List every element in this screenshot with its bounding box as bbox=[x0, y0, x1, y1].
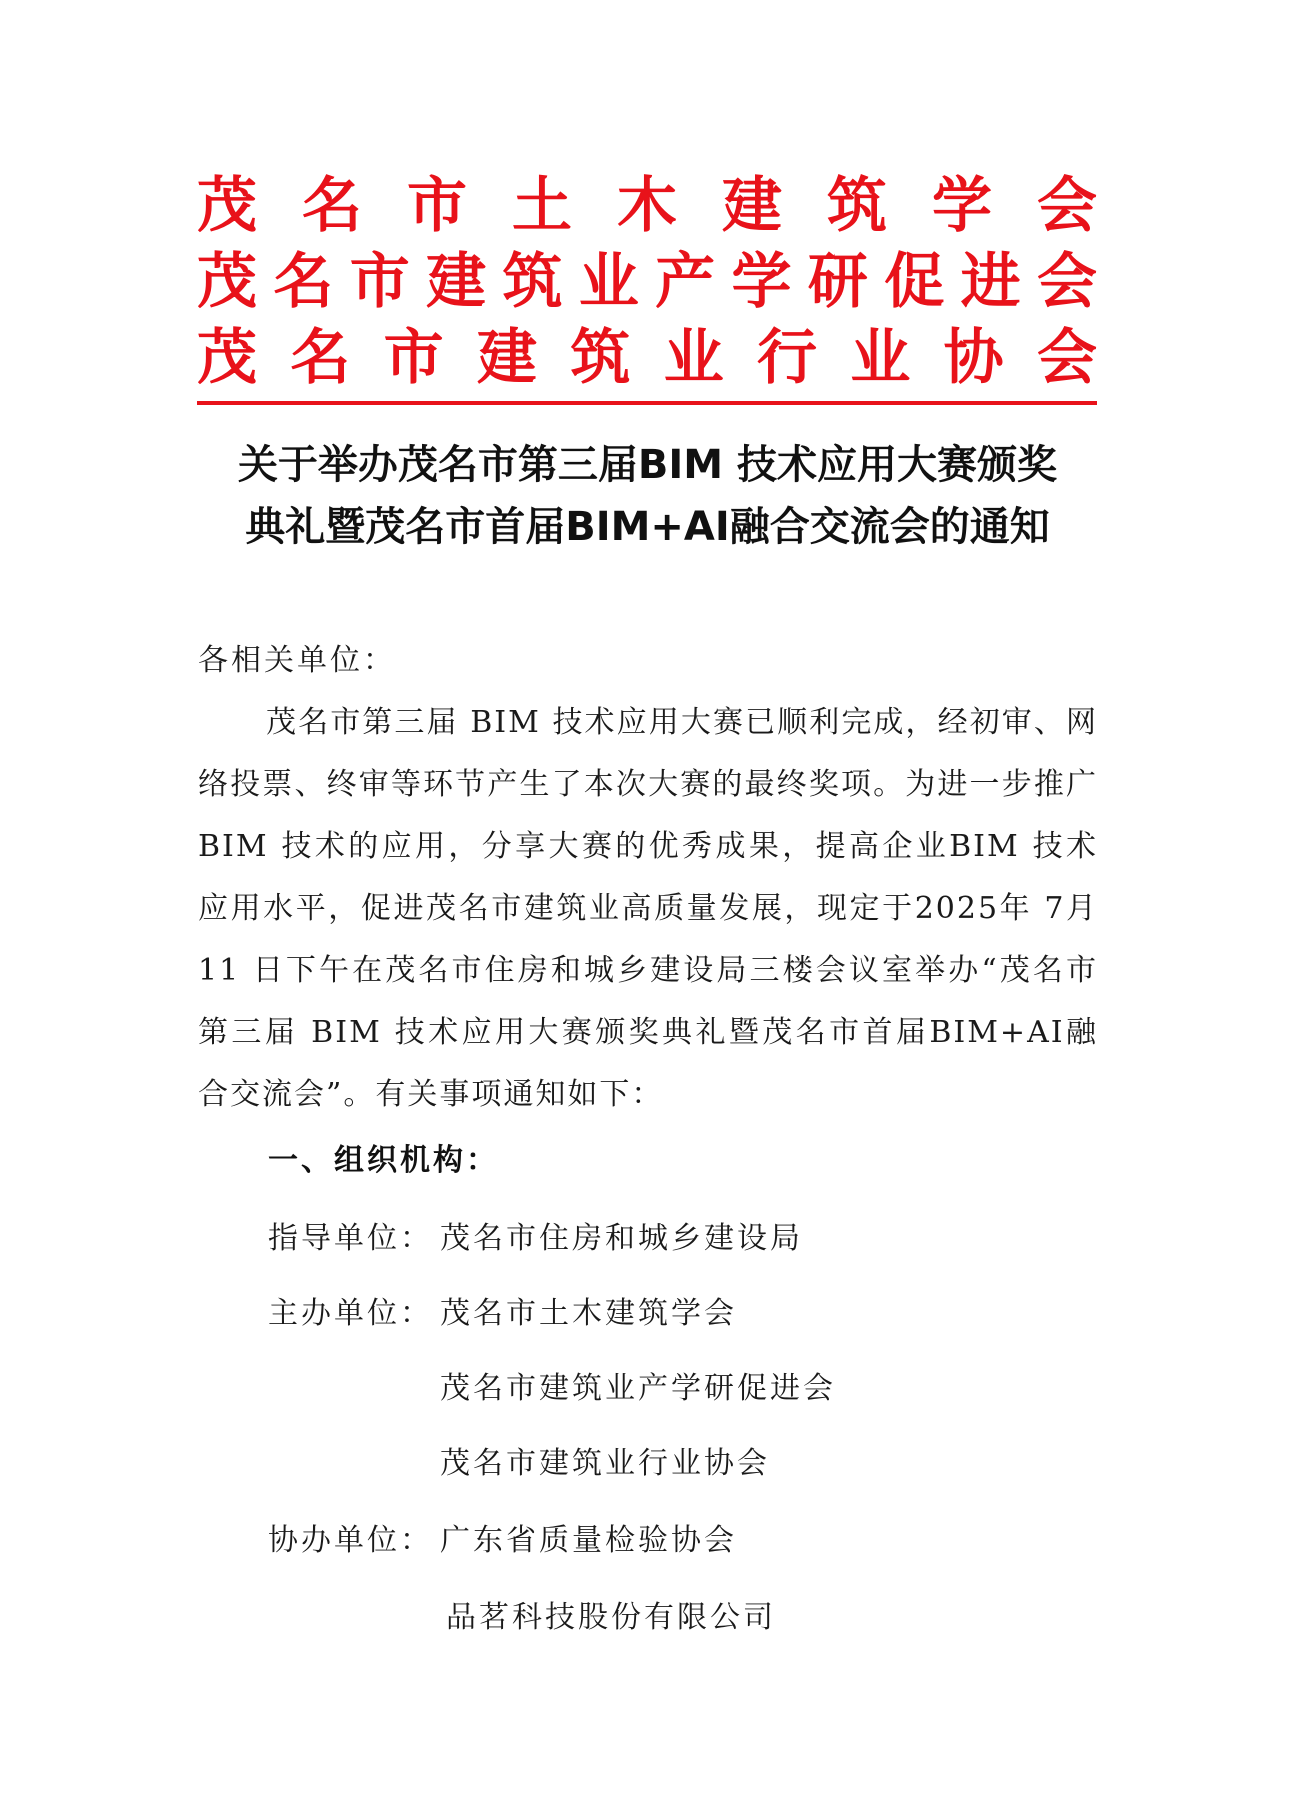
host-unit-row bbox=[268, 1288, 737, 1332]
salutation: 各相关单位： bbox=[198, 643, 396, 678]
notice-title bbox=[160, 434, 1135, 558]
title-line-1: 关于举办茂名市第三届BIM 技术应用大赛颁奖 bbox=[237, 442, 1058, 488]
guide-unit-name: 茂名市住房和城乡建设局 bbox=[440, 1221, 803, 1256]
guide-unit-row bbox=[268, 1213, 803, 1257]
host-unit-label: 主办单位： bbox=[268, 1296, 433, 1331]
section-heading: 一、组织机构： bbox=[268, 1143, 499, 1178]
intro-paragraph: 茂名市第三届 BIM 技术应用大赛已顺利完成，经初审、网络投票、终审等环节产生了本次大赛的最终奖项。为进一步推广BIM 技术的应用，分享大赛的优秀成果，提高企业BIM 技术应用水平，促进茂名市建筑业高质量发展，现定于2025年 7月 11 日下午在茂名市住房和城乡建设局三楼会议室举办“茂名市第三届 BIM 技术应用大赛颁奖典礼暨茂名市首届BIM+AI融合交流会”。有关事项通知如下： bbox=[198, 705, 1098, 1112]
host-unit-name-2: 茂名市建筑业产学研促进会 bbox=[440, 1371, 836, 1406]
letterhead-line-3: 茂 名 市 建 筑 业 行 业 协 会 bbox=[197, 323, 1097, 393]
title-line-2: 典礼暨茂名市首届BIM+AI融合交流会的通知 bbox=[245, 504, 1050, 550]
host-unit-name-1: 茂名市土木建筑学会 bbox=[440, 1296, 737, 1331]
letterhead-line-1: 茂 名 市 土 木 建 筑 学 会 bbox=[197, 171, 1097, 241]
cohost-unit-name-1: 广东省质量检验协会 bbox=[440, 1523, 737, 1558]
cohost-unit-label: 协办单位： bbox=[268, 1523, 433, 1558]
letterhead bbox=[197, 168, 1097, 396]
guide-unit-label: 指导单位： bbox=[268, 1221, 433, 1256]
host-unit-name-3: 茂名市建筑业行业协会 bbox=[440, 1446, 770, 1481]
cohost-unit-row bbox=[268, 1515, 737, 1559]
red-divider bbox=[197, 401, 1097, 405]
cohost-unit-name-2: 品茗科技股份有限公司 bbox=[446, 1600, 776, 1635]
letterhead-line-2: 茂 名 市 建 筑 业 产 学 研 促 进 会 bbox=[197, 247, 1097, 317]
notice-body bbox=[198, 630, 1098, 1126]
